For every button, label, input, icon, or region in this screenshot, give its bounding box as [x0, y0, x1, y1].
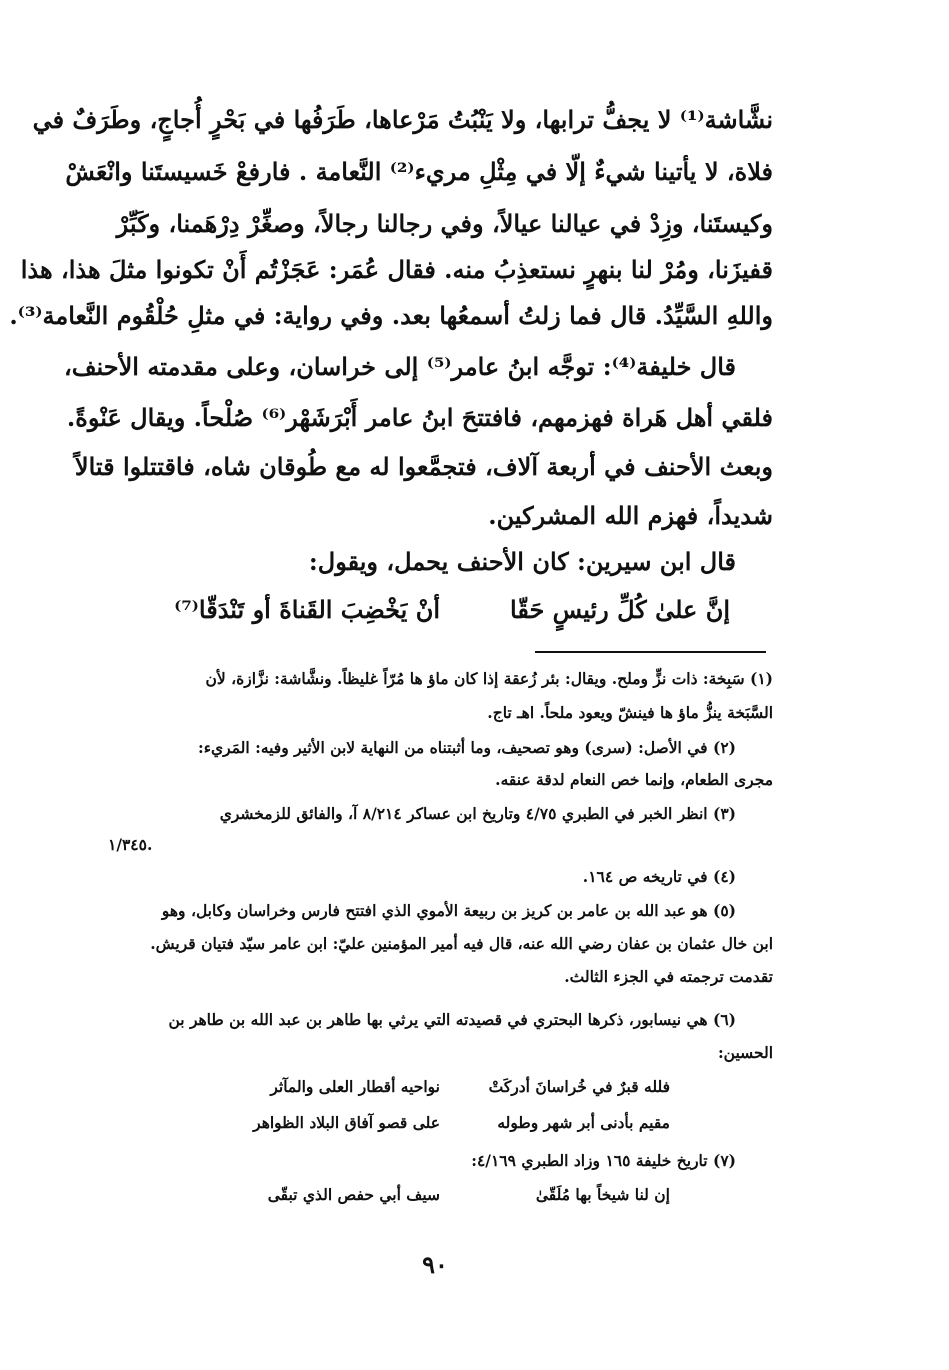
footnote-6-poem-2a: مقيم بأدنى أبر شهر وطوله [497, 1113, 670, 1132]
footnote-7-poem-a: إن لنا شيخاً بها مُلَقّىٰ [535, 1185, 670, 1204]
footnote-7: (٧) تاريخ خليفة ١٦٥ وزاد الطبري ٤/١٦٩: [471, 1151, 736, 1170]
footnote-7-poem-b: سيف أبي حفص الذي تبقّى [267, 1185, 440, 1204]
footnote-2-line-2: مجرى الطعام، وإنما خص النعام لدقة عنقه. [495, 770, 773, 789]
footnote-6-line-2: الحسين: [717, 1043, 773, 1062]
footnote-2-line-1: (٢) في الأصل: (سرى) وهو تصحيف، وما أثبتناه من النهاية لابن الأثير وفيه: المَريء: [198, 738, 736, 757]
body-line-8: وبعث الأحنف في أربعة آلاف، فتجمَّعوا له مع طُوقان شاه، فاقتتلوا قتالاً [74, 452, 773, 481]
footnote-5-line-3: تقدمت ترجمته في الجزء الثالث. [564, 967, 773, 986]
footnote-5-line-2: ابن خال عثمان بن عفان رضي الله عنه، قال فيه أمير المؤمنين عليّ: ابن عامر سيّد فتيان قريش. [150, 934, 773, 953]
footnote-6-poem-1a: فلله قبرٌ في خُراسانَ أدركَتْ [488, 1077, 670, 1096]
verse-hemistich-1: إنَّ علىٰ كُلِّ رئيسٍ حَقّا [510, 595, 730, 624]
body-line-7: فلقي أهل هَراة فهزمهم، فافتتحَ ابنُ عامر أَبْرَشَهْر⁽⁶⁾ صُلْحاً. ويقال عَنْوةً. [66, 403, 773, 432]
body-line-4: قفيزَنا، ومُرْ لنا بنهرٍ نستعذِبُ منه. فقال عُمَر: عَجَزْتُم أَنْ تكونوا مثلَ هذا، هذا [20, 255, 773, 284]
body-line-2: فلاة، لا يأتينا شيءٌ إلّا في مِثْلِ مريء⁽²⁾ النَّعامة . فارفعْ خَسيستَنا وانْعَشْ [65, 157, 773, 186]
page-number: ٩٠ [422, 1250, 448, 1279]
body-line-6: قال خليفة⁽⁴⁾: توجَّه ابنُ عامر⁽⁵⁾ إلى خراسان، وعلى مقدمته الأحنف، [63, 352, 736, 381]
footnote-3-line-1: (٣) انظر الخبر في الطبري ٤/٧٥ وتاريخ ابن عساكر ٨/٢١٤ آ، والفائق للزمخشري [219, 804, 736, 823]
footnote-3-line-2: ١/٣٤٥. [108, 835, 153, 854]
body-line-5: واللهِ السَّيِّدُ. قال فما زلتُ أسمعُها بعد. وفي رواية: في مثلِ حُلْقُوم النَّعامة⁽³⁾. [9, 301, 773, 330]
footnote-1-line-2: السَّبَخة ينزُّ ماؤ ها فينشّ ويعود ملحاً. اهـ تاج. [487, 703, 773, 722]
footnote-1-line-1: (١) سَبِخة: ذات نزٍّ وملح. ويقال: بئر زُعقة إذا كان ماؤ ها مُرّاً غليظاً. ونشَّاشة: نزَّازة، لأن [205, 669, 773, 688]
verse-hemistich-2: أنْ يَخْضِبَ القَناةَ أو تَنْدَقّا⁽⁷⁾ [174, 595, 440, 624]
body-line-3: وكيستَنا، وزِدْ في عيالنا عيالاً، وفي رجالنا رجالاً، وصغِّرْ دِرْهَمنا، وكَبِّرْ [116, 209, 773, 238]
footnote-separator [535, 651, 766, 653]
body-line-1: نشَّاشة⁽¹⁾ لا يجفُّ ترابها، ولا يَنْبُتُ مَرْعاها، طَرَفُها في بَحْرٍ أُجاجٍ، وطَرَفٌ في [32, 105, 773, 134]
footnote-6-line-1: (٦) هي نيسابور، ذكرها البحتري في قصيدته التي يرثي بها طاهر بن عبد الله بن طاهر بن [168, 1010, 736, 1029]
body-line-9: شديداً، فهزم الله المشركين. [488, 501, 773, 530]
footnote-6-poem-2b: على قصو آفاق البلاد الظواهر [253, 1113, 440, 1132]
footnote-5-line-1: (٥) هو عبد الله بن عامر بن كريز بن ربيعة الأموي الذي افتتح فارس وخراسان وكابل، وهو [161, 901, 736, 920]
footnote-4: (٤) في تاريخه ص ١٦٤. [582, 867, 736, 886]
body-line-10: قال ابن سيرين: كان الأحنف يحمل، ويقول: [308, 547, 736, 576]
footnote-6-poem-1b: نواحيه أقطار العلى والمآثر [270, 1077, 440, 1096]
